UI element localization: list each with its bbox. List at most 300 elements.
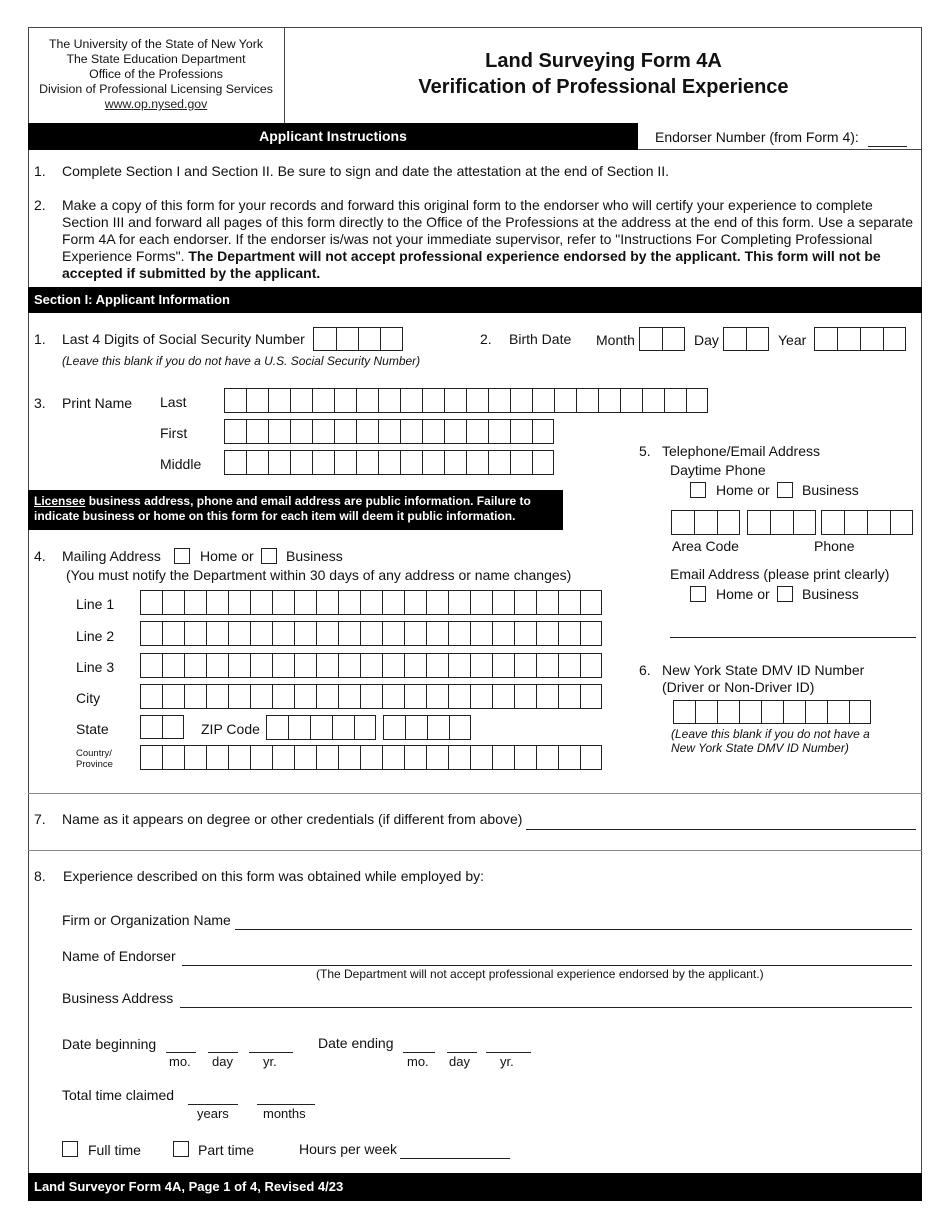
- business-address-input[interactable]: [180, 1007, 912, 1008]
- char-box[interactable]: [400, 419, 422, 444]
- business-address-label: Business Address: [62, 990, 174, 1006]
- char-box[interactable]: [426, 745, 448, 770]
- char-box[interactable]: [558, 590, 580, 615]
- char-box[interactable]: [184, 621, 206, 646]
- item-number: 8.: [34, 868, 46, 884]
- char-box[interactable]: [312, 450, 334, 475]
- phone-business-checkbox[interactable]: [777, 482, 793, 498]
- char-box[interactable]: [316, 590, 338, 615]
- char-box[interactable]: [140, 590, 162, 615]
- end-day-input[interactable]: [447, 1052, 477, 1053]
- char-box[interactable]: [206, 684, 228, 709]
- firm-label: Firm or Organization Name: [62, 912, 231, 928]
- char-box[interactable]: [272, 745, 294, 770]
- char-box[interactable]: [338, 745, 360, 770]
- char-box[interactable]: [290, 388, 312, 413]
- char-box[interactable]: [783, 700, 805, 724]
- char-box[interactable]: [664, 388, 686, 413]
- char-box[interactable]: [206, 653, 228, 678]
- char-box[interactable]: [184, 684, 206, 709]
- char-box[interactable]: [228, 621, 250, 646]
- print-name-label: Print Name: [62, 395, 133, 411]
- char-box[interactable]: [422, 388, 444, 413]
- char-box[interactable]: [426, 684, 448, 709]
- email-home-checkbox[interactable]: [690, 586, 706, 602]
- char-box[interactable]: [360, 621, 382, 646]
- daytime-phone-label: Daytime Phone: [670, 462, 766, 478]
- begin-yr-label: yr.: [263, 1054, 277, 1069]
- mailing-note: (You must notify the Department within 30 days of any address or name changes): [66, 567, 572, 583]
- char-box[interactable]: [206, 590, 228, 615]
- end-mo-label: mo.: [407, 1054, 429, 1069]
- phone-label: Phone: [814, 538, 855, 554]
- divider: [28, 793, 922, 794]
- char-box[interactable]: [739, 700, 761, 724]
- char-box[interactable]: [334, 388, 356, 413]
- state-input[interactable]: [140, 715, 184, 739]
- char-box[interactable]: [378, 419, 400, 444]
- char-box[interactable]: [162, 684, 184, 709]
- char-box[interactable]: [492, 590, 514, 615]
- birth-month-input[interactable]: [639, 327, 685, 351]
- months-input[interactable]: [257, 1104, 315, 1105]
- char-box[interactable]: [492, 621, 514, 646]
- email-business-checkbox[interactable]: [777, 586, 793, 602]
- begin-day-input[interactable]: [208, 1052, 238, 1053]
- char-box[interactable]: [558, 684, 580, 709]
- char-box[interactable]: [761, 700, 783, 724]
- char-box[interactable]: [266, 715, 288, 740]
- form-title: [285, 48, 922, 100]
- char-box[interactable]: [268, 419, 290, 444]
- firm-input[interactable]: [235, 929, 912, 930]
- char-box[interactable]: [695, 700, 717, 724]
- notice-text-1: business address, phone and email address are public information. Failure to: [85, 494, 531, 508]
- char-box[interactable]: [316, 745, 338, 770]
- char-box[interactable]: [422, 419, 444, 444]
- phone-business-label: Business: [802, 482, 859, 498]
- char-box[interactable]: [382, 621, 404, 646]
- char-box[interactable]: [184, 590, 206, 615]
- char-box[interactable]: [310, 715, 332, 740]
- char-box[interactable]: [356, 450, 378, 475]
- endorser-name-label: Name of Endorser: [62, 948, 176, 964]
- city-label: City: [76, 690, 101, 706]
- char-box[interactable]: [334, 419, 356, 444]
- char-box[interactable]: [140, 745, 162, 770]
- char-box[interactable]: [382, 590, 404, 615]
- char-box[interactable]: [206, 745, 228, 770]
- char-box[interactable]: [404, 684, 426, 709]
- char-box[interactable]: [514, 745, 536, 770]
- zip-input[interactable]: [266, 715, 376, 740]
- country-label: [76, 748, 113, 770]
- char-box[interactable]: [580, 745, 602, 770]
- date-beginning-label: Date beginning: [62, 1036, 157, 1052]
- ssn-input[interactable]: [313, 327, 403, 351]
- char-box[interactable]: [312, 388, 334, 413]
- char-box[interactable]: [444, 388, 466, 413]
- item-number: 3.: [34, 395, 46, 411]
- birth-year-label: Year: [778, 332, 807, 348]
- char-box[interactable]: [294, 684, 316, 709]
- last-name-input[interactable]: [224, 388, 708, 413]
- char-box[interactable]: [250, 590, 272, 615]
- mailing-address-label: Mailing Address: [62, 548, 161, 564]
- total-time-label: Total time claimed: [62, 1087, 175, 1103]
- line3-label: Line 3: [76, 659, 115, 675]
- char-box[interactable]: [290, 450, 312, 475]
- char-box[interactable]: [448, 590, 470, 615]
- agency-line: Office of the Professions: [89, 67, 223, 81]
- char-box[interactable]: [184, 653, 206, 678]
- char-box[interactable]: [316, 621, 338, 646]
- char-box[interactable]: [162, 590, 184, 615]
- agency-line: Division of Professional Licensing Services: [39, 82, 273, 96]
- char-box[interactable]: [228, 684, 250, 709]
- char-box[interactable]: [510, 419, 532, 444]
- full-time-checkbox[interactable]: [62, 1141, 78, 1157]
- char-box[interactable]: [558, 745, 580, 770]
- line2-label: Line 2: [76, 628, 115, 644]
- char-box[interactable]: [228, 653, 250, 678]
- char-box[interactable]: [492, 653, 514, 678]
- char-box[interactable]: [246, 419, 268, 444]
- instruction-number: 1.: [34, 163, 46, 179]
- char-box[interactable]: [426, 621, 448, 646]
- char-box[interactable]: [448, 653, 470, 678]
- char-box[interactable]: [162, 745, 184, 770]
- state-label: State: [76, 721, 109, 737]
- char-box[interactable]: [206, 621, 228, 646]
- char-box[interactable]: [470, 745, 492, 770]
- char-box[interactable]: [470, 590, 492, 615]
- char-box[interactable]: [294, 745, 316, 770]
- char-box[interactable]: [184, 745, 206, 770]
- char-box[interactable]: [404, 621, 426, 646]
- char-box[interactable]: [272, 621, 294, 646]
- char-box[interactable]: [294, 590, 316, 615]
- char-box[interactable]: [580, 621, 602, 646]
- char-box[interactable]: [558, 653, 580, 678]
- char-box[interactable]: [360, 684, 382, 709]
- end-year-input[interactable]: [486, 1052, 531, 1053]
- char-box[interactable]: [488, 450, 510, 475]
- char-box[interactable]: [827, 700, 849, 724]
- ssn-label: Last 4 Digits of Social Security Number: [62, 331, 305, 347]
- char-box[interactable]: [272, 684, 294, 709]
- char-box[interactable]: [356, 388, 378, 413]
- char-box[interactable]: [598, 388, 620, 413]
- char-box[interactable]: [228, 590, 250, 615]
- char-box[interactable]: [492, 745, 514, 770]
- country-input[interactable]: [140, 745, 602, 770]
- char-box[interactable]: [422, 450, 444, 475]
- item-number: 6.: [639, 662, 651, 678]
- begin-month-input[interactable]: [166, 1052, 196, 1053]
- middle-name-label: Middle: [160, 456, 202, 472]
- notice-text-2: indicate business or home on this form for each item will deem it public information.: [34, 509, 516, 523]
- area-code-label: Area Code: [672, 538, 739, 554]
- months-label: months: [263, 1106, 306, 1121]
- endorser-number-field[interactable]: [868, 146, 907, 147]
- char-box[interactable]: [536, 684, 558, 709]
- char-box[interactable]: [250, 684, 272, 709]
- char-box[interactable]: [558, 621, 580, 646]
- char-box[interactable]: [338, 684, 360, 709]
- country-label-2: Province: [76, 759, 113, 770]
- char-box[interactable]: [510, 388, 532, 413]
- instruction-text: Complete Section I and Section II. Be sure to sign and date the attestation at the end of Section II.: [62, 163, 670, 179]
- char-box[interactable]: [466, 450, 488, 475]
- char-box[interactable]: [140, 653, 162, 678]
- begin-mo-label: mo.: [169, 1054, 191, 1069]
- section-1-title: Section I: Applicant Information: [34, 292, 230, 307]
- char-box[interactable]: [356, 419, 378, 444]
- line1-label: Line 1: [76, 596, 115, 612]
- email-label: Email Address (please print clearly): [670, 566, 890, 582]
- char-box[interactable]: [532, 419, 554, 444]
- char-box[interactable]: [382, 684, 404, 709]
- char-box[interactable]: [510, 450, 532, 475]
- email-input[interactable]: [670, 637, 916, 638]
- char-box[interactable]: [140, 684, 162, 709]
- char-box[interactable]: [268, 388, 290, 413]
- char-box[interactable]: [294, 621, 316, 646]
- char-box[interactable]: [290, 419, 312, 444]
- char-box[interactable]: [250, 653, 272, 678]
- address-line3-input[interactable]: [140, 653, 602, 678]
- phone-home-label: Home or: [716, 482, 770, 498]
- full-time-label: Full time: [88, 1142, 141, 1158]
- char-box[interactable]: [514, 684, 536, 709]
- zip-plus4-input[interactable]: [383, 715, 471, 740]
- address-line1-input[interactable]: [140, 590, 602, 615]
- birth-month-label: Month: [596, 332, 635, 348]
- instruction-number: 2.: [34, 197, 46, 213]
- char-box[interactable]: [140, 621, 162, 646]
- item-number: 7.: [34, 811, 46, 827]
- item-number: 5.: [639, 443, 651, 459]
- birth-year-input[interactable]: [814, 327, 906, 351]
- char-box[interactable]: [448, 684, 470, 709]
- hours-per-week-input[interactable]: [400, 1158, 510, 1159]
- agency-line: The University of the State of New York: [49, 37, 263, 51]
- char-box[interactable]: [514, 621, 536, 646]
- char-box[interactable]: [382, 745, 404, 770]
- char-box[interactable]: [360, 590, 382, 615]
- endorser-note: (The Department will not accept professional experience endorsed by the applicant.): [316, 967, 764, 981]
- instruction-2: [34, 197, 914, 282]
- char-box[interactable]: [246, 450, 268, 475]
- endorser-name-input[interactable]: [182, 965, 912, 966]
- mailing-home-label: Home or: [200, 548, 254, 564]
- char-box[interactable]: [532, 450, 554, 475]
- mailing-home-checkbox[interactable]: [174, 548, 190, 564]
- char-box[interactable]: [228, 745, 250, 770]
- char-box[interactable]: [246, 388, 268, 413]
- title-line-1: Land Surveying Form 4A: [485, 50, 722, 72]
- phone-line-input[interactable]: [821, 510, 913, 535]
- char-box[interactable]: [404, 745, 426, 770]
- phone-prefix-input[interactable]: [747, 510, 816, 535]
- divider: [28, 850, 922, 851]
- city-input[interactable]: [140, 684, 602, 709]
- footer-bar: [28, 1173, 922, 1201]
- char-box[interactable]: [448, 621, 470, 646]
- char-box[interactable]: [536, 621, 558, 646]
- address-line2-input[interactable]: [140, 621, 602, 646]
- char-box[interactable]: [332, 715, 354, 740]
- item-number: 1.: [34, 331, 46, 347]
- section-1-bar: [28, 287, 922, 313]
- char-box[interactable]: [224, 450, 246, 475]
- char-box[interactable]: [224, 388, 246, 413]
- char-box[interactable]: [580, 684, 602, 709]
- char-box[interactable]: [642, 388, 664, 413]
- instruction-1: [34, 163, 914, 179]
- char-box[interactable]: [536, 590, 558, 615]
- item-number: 2.: [480, 331, 492, 347]
- char-box[interactable]: [404, 590, 426, 615]
- mailing-business-checkbox[interactable]: [261, 548, 277, 564]
- char-box[interactable]: [466, 419, 488, 444]
- employment-label: Experience described on this form was obtained while employed by:: [63, 868, 485, 884]
- char-box[interactable]: [580, 653, 602, 678]
- char-box[interactable]: [466, 388, 488, 413]
- char-box[interactable]: [805, 700, 827, 724]
- email-home-label: Home or: [716, 586, 770, 602]
- dmv-sublabel: (Driver or Non-Driver ID): [662, 679, 815, 695]
- title-line-2: Verification of Professional Experience: [418, 76, 789, 98]
- char-box[interactable]: [488, 419, 510, 444]
- dmv-id-input[interactable]: [673, 700, 871, 724]
- char-box[interactable]: [294, 653, 316, 678]
- char-box[interactable]: [400, 450, 422, 475]
- zip-label: ZIP Code: [201, 721, 260, 737]
- public-info-notice: [28, 490, 563, 530]
- char-box[interactable]: [514, 653, 536, 678]
- char-box[interactable]: [405, 715, 427, 740]
- instruction-text: Make a copy of this form for your records and forward this original form to the endorser who will certify your experience to complete Section III and forward all pages of this form directly to the Office of the Professions at the address at the end of this form. Use a separate Form 4A for each endorser. If the endorser is/was not your immediate supervisor, refer to "Instructions For Completing Professional Experience Forms".: [62, 197, 914, 264]
- char-box[interactable]: [338, 653, 360, 678]
- hours-per-week-label: Hours per week: [299, 1141, 398, 1157]
- char-box[interactable]: [268, 450, 290, 475]
- phone-home-checkbox[interactable]: [690, 482, 706, 498]
- char-box[interactable]: [686, 388, 708, 413]
- char-box[interactable]: [338, 621, 360, 646]
- char-box[interactable]: [470, 684, 492, 709]
- part-time-label: Part time: [198, 1142, 255, 1158]
- endorser-number-label: Endorser Number (from Form 4):: [655, 129, 859, 145]
- char-box[interactable]: [554, 388, 576, 413]
- char-box[interactable]: [849, 700, 871, 724]
- char-box[interactable]: [580, 590, 602, 615]
- first-name-input[interactable]: [224, 419, 554, 444]
- char-box[interactable]: [354, 715, 376, 740]
- char-box[interactable]: [383, 715, 405, 740]
- char-box[interactable]: [426, 590, 448, 615]
- birth-day-label: Day: [694, 332, 719, 348]
- dmv-note-2: New York State DMV ID Number): [671, 741, 849, 755]
- char-box[interactable]: [338, 590, 360, 615]
- birth-day-input[interactable]: [723, 327, 769, 351]
- char-box[interactable]: [536, 745, 558, 770]
- char-box[interactable]: [272, 653, 294, 678]
- char-box[interactable]: [492, 684, 514, 709]
- dmv-label: New York State DMV ID Number: [662, 662, 865, 678]
- area-code-input[interactable]: [671, 510, 740, 535]
- char-box[interactable]: [488, 388, 510, 413]
- char-box[interactable]: [426, 653, 448, 678]
- years-label: years: [197, 1106, 229, 1121]
- char-box[interactable]: [162, 621, 184, 646]
- begin-day-label: day: [212, 1054, 233, 1069]
- char-box[interactable]: [620, 388, 642, 413]
- last-name-label: Last: [160, 394, 187, 410]
- char-box[interactable]: [316, 684, 338, 709]
- char-box[interactable]: [536, 653, 558, 678]
- instructions-bar: [28, 123, 638, 150]
- phone-email-label: Telephone/Email Address: [662, 443, 820, 459]
- instruction-warning: The Department will not accept professional experience endorsed by the applicant. This form will not be accepted if submitted by the applicant.: [62, 248, 881, 281]
- char-box[interactable]: [334, 450, 356, 475]
- char-box[interactable]: [532, 388, 554, 413]
- degree-name-input[interactable]: [526, 829, 916, 830]
- middle-name-input[interactable]: [224, 450, 554, 475]
- char-box[interactable]: [514, 590, 536, 615]
- char-box[interactable]: [382, 653, 404, 678]
- char-box[interactable]: [312, 419, 334, 444]
- part-time-checkbox[interactable]: [173, 1141, 189, 1157]
- country-label-1: Country/: [76, 748, 112, 759]
- ssn-note: (Leave this blank if you do not have a U.S. Social Security Number): [62, 354, 421, 368]
- char-box[interactable]: [360, 745, 382, 770]
- char-box[interactable]: [427, 715, 449, 740]
- char-box[interactable]: [673, 700, 695, 724]
- char-box[interactable]: [576, 388, 598, 413]
- char-box[interactable]: [250, 621, 272, 646]
- char-box[interactable]: [404, 653, 426, 678]
- char-box[interactable]: [444, 419, 466, 444]
- char-box[interactable]: [444, 450, 466, 475]
- licensee-underlined: Licensee: [34, 494, 86, 508]
- end-day-label: day: [449, 1054, 470, 1069]
- website-link[interactable]: www.op.nysed.gov: [104, 97, 208, 111]
- years-input[interactable]: [188, 1104, 238, 1105]
- begin-year-input[interactable]: [249, 1052, 293, 1053]
- char-box[interactable]: [162, 653, 184, 678]
- char-box[interactable]: [378, 388, 400, 413]
- char-box[interactable]: [717, 700, 739, 724]
- char-box[interactable]: [470, 621, 492, 646]
- degree-name-label: Name as it appears on degree or other credentials (if different from above): [62, 811, 523, 827]
- end-month-input[interactable]: [403, 1052, 435, 1053]
- char-box[interactable]: [449, 715, 471, 740]
- char-box[interactable]: [360, 653, 382, 678]
- char-box[interactable]: [448, 745, 470, 770]
- char-box[interactable]: [250, 745, 272, 770]
- instructions-title: Applicant Instructions: [259, 128, 407, 144]
- char-box[interactable]: [378, 450, 400, 475]
- char-box[interactable]: [272, 590, 294, 615]
- footer-text: Land Surveyor Form 4A, Page 1 of 4, Revised 4/23: [34, 1179, 344, 1194]
- char-box[interactable]: [470, 653, 492, 678]
- char-box[interactable]: [288, 715, 310, 740]
- char-box[interactable]: [316, 653, 338, 678]
- char-box[interactable]: [400, 388, 422, 413]
- char-box[interactable]: [224, 419, 246, 444]
